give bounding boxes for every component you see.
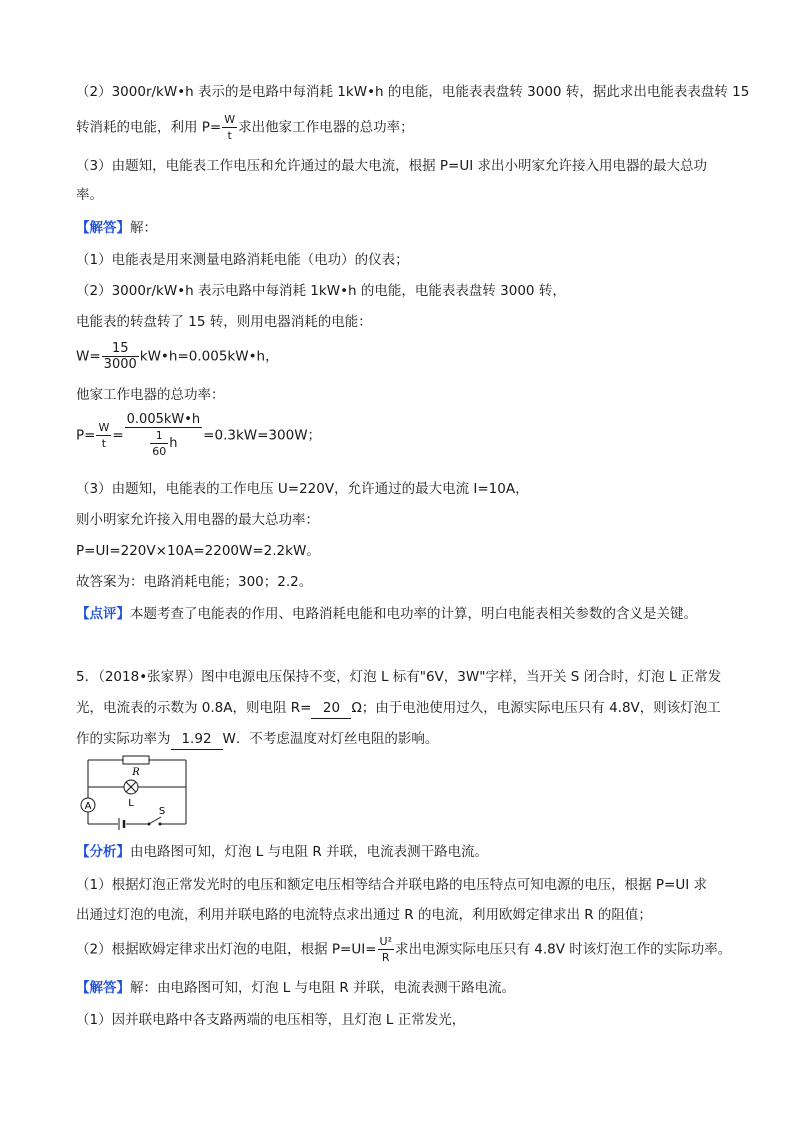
answer-line-3: 电能表的转盘转了 15 转，则用电器消耗的电能：: [76, 314, 372, 330]
analysis-line-3: （3）由题知，电能表工作电压和允许通过的最大电流，根据 P=UI 求出小明家允许接入用电器的最大总功: [76, 158, 707, 174]
switch-icon: [148, 817, 162, 826]
question-5-line-1: 5．（2018•张家界）图中电源电压保持不变，灯泡 L 标有"6V，3W"字样，当开关 S 闭合时，灯泡 L 正常发: [76, 669, 722, 685]
battery-icon: [119, 818, 124, 830]
answer-line-5: （3）由题知，电能表的工作电压 U=220V，允许通过的最大电流 I=10A，: [76, 481, 529, 497]
ammeter-label: A: [84, 801, 92, 812]
answer-tag-2: 【解答】: [76, 980, 130, 996]
answer-final: 故答案为：电路消耗电能；300；2.2。: [76, 574, 313, 590]
answer-line-1: （1）电能表是用来测量电路消耗电能（电功）的仪表；: [76, 252, 409, 268]
analysis-line-3b: 率。: [76, 187, 103, 203]
fraction-complex: 0.005kW•h $\frac{1}{60}$ h: [126, 412, 201, 458]
blank-answer-r: 20: [311, 698, 351, 719]
blank-answer-power: 1.92: [171, 729, 223, 750]
fraction-w-over-t-2: $\frac{W}{t}$: [98, 421, 110, 450]
analysis2-line-1: （1）根据灯泡正常发光时的电压和额定电压相等结合并联电路的电压特点可知电源的电压，根据 P=UI 求: [76, 877, 707, 893]
fraction-1-over-60: $\frac{1}{60}$: [152, 429, 167, 458]
answer-tag: 【解答】: [76, 220, 130, 236]
answer-line-2: （2）3000r/kW•h 表示电路中每消耗 1kW•h 的电能，电能表表盘转 3000 转，: [76, 283, 566, 299]
formula-w: W= $\frac{15}{3000}$ kW•h=0.005kW•h，: [76, 341, 279, 372]
resistor-icon: [123, 756, 149, 764]
answer2-line-1: （1）因并联电路中各支路两端的电压相等，且灯泡 L 正常发光，: [76, 1012, 466, 1028]
comment-tag: 【点评】: [76, 606, 130, 622]
analysis2-line-3: （2）根据欧姆定律求出灯泡的电阻，根据 P=UI= $\frac{\text{U²}}{R}$ 求出电源实际电压只有 4.8V 时该灯泡工作的实际功率。: [76, 935, 732, 964]
formula-p: P= $\frac{W}{t}$ = 0.005kW•h $\frac{1}{60}$ h =0.3kW=300W；: [76, 412, 322, 458]
question-5-line-3: 作的实际功率为 1.92 W．不考虑温度对灯丝电阻的影响。: [76, 729, 438, 750]
answer-line-6: 则小明家允许接入用电器的最大总功率：: [76, 512, 319, 528]
analysis2-line-2: 出通过灯泡的电流，利用并联电路的电流特点求出通过 R 的电流，利用欧姆定律求出 R 的阻值；: [76, 907, 652, 923]
answer-line-7: P=UI=220V×10A=2200W=2.2kW。: [76, 543, 320, 559]
lamp-icon: [124, 780, 138, 794]
circuit-diagram: [78, 754, 194, 832]
comment-line: 【点评】本题考查了电能表的作用、电路消耗电能和电功率的计算，明白电能表相关参数的含义是关键。: [76, 606, 697, 622]
resistor-label: R: [132, 767, 140, 778]
lamp-label: L: [128, 798, 134, 809]
fraction-w-over-t: $\frac{W}{t}$: [224, 113, 236, 142]
switch-label: S: [158, 806, 166, 817]
answer-heading-2: 【解答】解：由电路图可知，灯泡 L 与电阻 R 并联，电流表测干路电流。: [76, 980, 516, 996]
answer-heading: 【解答】解：: [76, 220, 157, 236]
analysis-line-2b: 转消耗的电能，利用 P= $\frac{W}{t}$ 求出他家工作电器的总功率；: [76, 113, 414, 142]
analysis-tag: 【分析】: [76, 844, 130, 860]
fraction-u2-over-r: $\frac{\text{U²}}{R}$: [379, 935, 392, 964]
fraction-15-over-3000: $\frac{15}{3000}$: [103, 341, 137, 372]
question-5-line-2: 光，电流表的示数为 0.8A，则电阻 R= 20 Ω；由于电池使用过久，电源实际电压只有 4.8V，则该灯泡工: [76, 698, 721, 719]
analysis-heading-2: 【分析】由电路图可知，灯泡 L 与电阻 R 并联，电流表测干路电流。: [76, 844, 489, 860]
answer-line-4: 他家工作电器的总功率：: [76, 387, 225, 403]
analysis-line-2: （2）3000r/kW•h 表示的是电路中每消耗 1kW•h 的电能，电能表表盘转 3000 转，据此求出电能表表盘转 15: [76, 84, 750, 100]
